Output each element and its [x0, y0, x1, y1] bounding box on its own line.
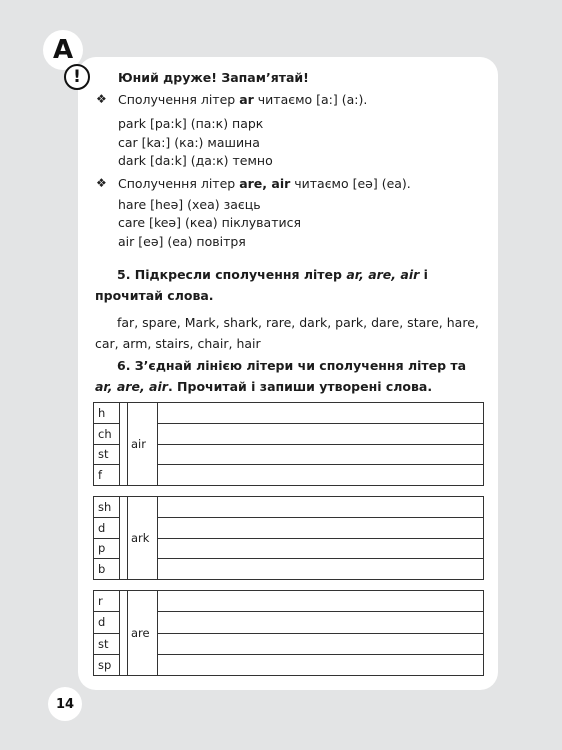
- letter-cell: p: [94, 539, 119, 560]
- letter-cell: h: [94, 403, 119, 424]
- task-5-heading-a: 5. Підкресли сполучення літер: [117, 267, 347, 282]
- rule-2-suffix: читаємо [eə] (еа).: [290, 176, 411, 191]
- rule-2-letters: are, air: [239, 176, 291, 191]
- letter-cell: d: [94, 518, 119, 539]
- writing-line[interactable]: [158, 445, 483, 466]
- letter-cell: sh: [94, 497, 119, 518]
- rule-1-suffix: читаємо [a:] (а:).: [253, 92, 368, 107]
- task-6-heading-c: . Прочитай і запиши утворені слова.: [167, 379, 433, 394]
- task-5-heading-b: ar, are, air: [346, 267, 420, 282]
- letter-cell: r: [94, 591, 119, 612]
- task-6-heading-a: 6. З’єднай лінією літери чи сполучення літер та: [117, 358, 467, 373]
- ending-cell: ark: [128, 497, 158, 579]
- ending-cell: air: [128, 403, 158, 485]
- task-5: [95, 264, 487, 354]
- task-6-heading: [95, 355, 487, 397]
- task-5-heading-c: і прочитай слова.: [95, 267, 428, 303]
- matching-table-ark: [93, 496, 484, 580]
- rule-heading: Юний друже! Запам’ятай!: [118, 70, 309, 85]
- writing-lines[interactable]: [158, 497, 483, 579]
- letters-column: [94, 403, 120, 485]
- rule-1-example: dark [da:k] (да:к) темно: [118, 153, 273, 168]
- writing-line[interactable]: [158, 465, 483, 485]
- bullet-diamond-icon: ❖: [96, 92, 107, 106]
- writing-line[interactable]: [158, 403, 483, 424]
- rule-2-example: care [keə] (кеа) піклуватися: [118, 215, 301, 230]
- writing-line[interactable]: [158, 655, 483, 675]
- exclamation-icon: !: [64, 64, 90, 90]
- rule-1-prefix: Сполучення літер: [118, 92, 240, 107]
- writing-line[interactable]: [158, 424, 483, 445]
- rule-1-example: park [pa:k] (па:к) парк: [118, 116, 264, 131]
- letter-cell: ch: [94, 424, 119, 445]
- letter-cell: b: [98, 562, 106, 577]
- writing-line[interactable]: [158, 634, 483, 655]
- bullet-diamond-icon: ❖: [96, 176, 107, 190]
- writing-line[interactable]: [158, 497, 483, 518]
- rule-2-intro: [118, 176, 411, 191]
- writing-line[interactable]: [158, 518, 483, 539]
- writing-line[interactable]: [158, 612, 483, 633]
- writing-line[interactable]: [158, 539, 483, 560]
- connect-gap[interactable]: [120, 591, 128, 675]
- rule-1-letters: ar: [239, 92, 254, 107]
- task-5-words: far, spare, Mark, shark, rare, dark, park, dare, stare, hare, car, arm, stairs, chair, hair: [95, 315, 479, 351]
- rule-2-example: hare [heə] (хеа) заєць: [118, 197, 261, 212]
- matching-table-are: [93, 590, 484, 676]
- connect-gap[interactable]: [120, 497, 128, 579]
- letter-cell: st: [94, 445, 119, 466]
- writing-lines[interactable]: [158, 403, 483, 485]
- task-5-heading: [95, 264, 487, 306]
- rule-1-example: car [ka:] (ка:) машина: [118, 135, 260, 150]
- ending-cell: are: [128, 591, 158, 675]
- page-number: 14: [48, 687, 82, 721]
- writing-lines[interactable]: [158, 591, 483, 675]
- writing-line[interactable]: [158, 559, 483, 579]
- letter-cell: f: [98, 468, 103, 483]
- rule-2-example: air [eə] (еа) повітря: [118, 234, 246, 249]
- rule-2-prefix: Сполучення літер: [118, 176, 240, 191]
- matching-table-air: [93, 402, 484, 486]
- task-6: [95, 355, 487, 397]
- task-6-heading-b: ar, are, air: [95, 379, 168, 394]
- letter-cell: st: [94, 634, 119, 655]
- letters-column: [94, 591, 120, 675]
- letter-cell: sp: [98, 657, 112, 672]
- section-letter-badge: A: [43, 30, 83, 70]
- connect-gap[interactable]: [120, 403, 128, 485]
- letters-column: [94, 497, 120, 579]
- writing-line[interactable]: [158, 591, 483, 612]
- rule-1-intro: [118, 92, 367, 107]
- letter-cell: d: [94, 612, 119, 633]
